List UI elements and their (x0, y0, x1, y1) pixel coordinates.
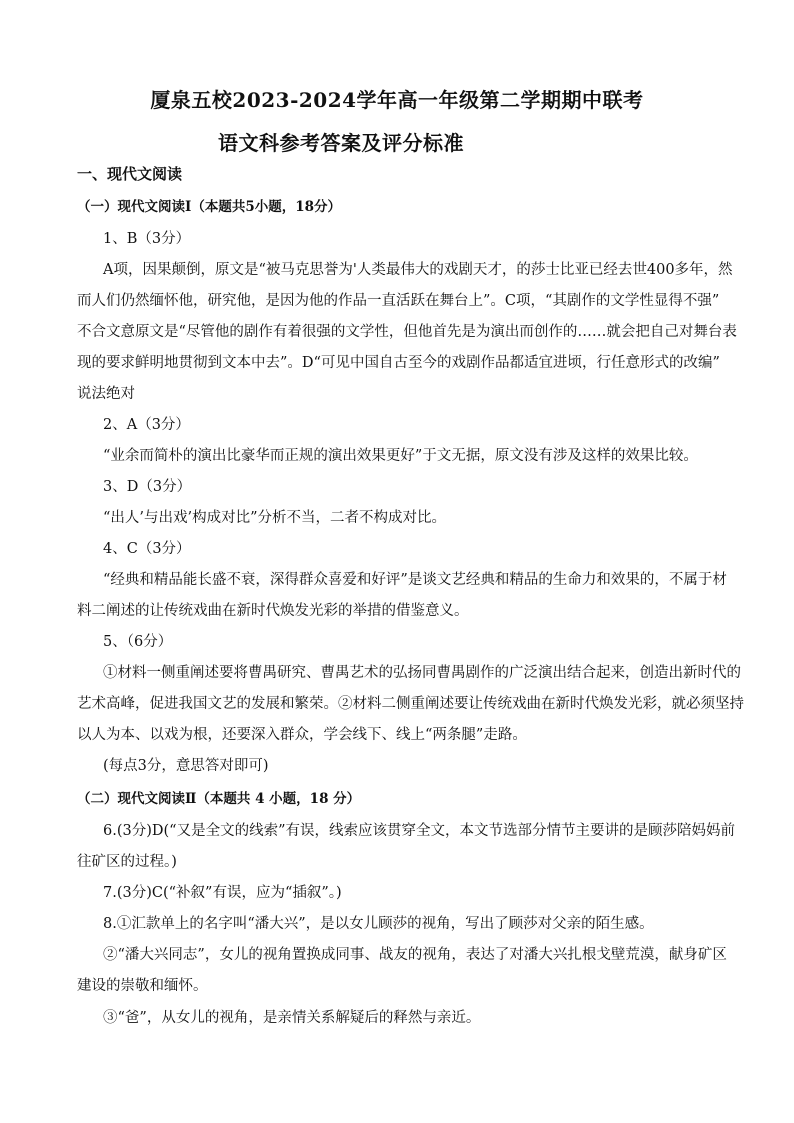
page-title: 厦泉五校2023-2024学年高一年级第二学期期中联考 (150, 88, 644, 112)
answer-q3: 3、D（3分） (103, 479, 192, 495)
page-subtitle: 语文科参考答案及评分标准 (218, 131, 464, 155)
subsection-heading-reading-1: （一）现代文阅读Ⅰ（本题共5小题，18分） (77, 199, 341, 215)
explanation-line: ①材料一侧重阐述要将曹禺研究、曹禺艺术的弘扬同曹禺剧作的广泛演出结合起来，创造出新时代的 (103, 665, 741, 681)
explanation-line: “经典和精品能长盛不衰，深得群众喜爱和好评”是谈文艺经典和精品的生命力和效果的，不属于材 (103, 572, 727, 588)
explanation-line: 建设的崇敬和缅怀。 (77, 978, 208, 994)
explanation-line: “业余而简朴的演出比豪华而正规的演出效果更好”于文无据，原文没有涉及这样的效果比较。 (103, 448, 698, 464)
explanation-line: 以人为本、以戏为根，还要深入群众，学会线下、线上“两条腿”走路。 (77, 727, 527, 743)
explanation-line: 往矿区的过程。) (77, 854, 177, 870)
explanation-line: ③“爸”，从女儿的视角，是亲情关系解疑后的释然与亲近。 (103, 1010, 481, 1026)
answer-q4: 4、C（3分） (103, 541, 191, 557)
subsection-heading-reading-2: （二）现代文阅读Ⅱ（本题共 4 小题，18 分） (77, 791, 361, 807)
answer-q1: 1、B（3分） (103, 231, 191, 247)
answer-q2: 2、A（3分） (103, 417, 190, 433)
explanation-line: 而人们仍然缅怀他，研究他，是因为他的作品一直活跃在舞台上”。C项，“其剧作的文学性显得不强” (77, 293, 720, 309)
explanation-line: ②“潘大兴同志”，女儿的视角置换成同事、战友的视角，表达了对潘大兴扎根戈壁荒漠，献身矿区 (103, 947, 727, 963)
explanation-line: 说法绝对 (77, 386, 135, 402)
section-heading-modern-reading: 一、现代文阅读 (77, 165, 183, 183)
explanation-line: A项，因果颠倒，原文是“被马克思誉为'人类最伟大的戏剧天才，的莎士比亚已经去世400多年，然 (103, 262, 733, 278)
explanation-line: 现的要求鲜明地贯彻到文本中去”。D“可见中国自古至今的戏剧作品都适宜进顷，行任意形式的改编” (77, 355, 720, 371)
explanation-line: 艺术高峰，促进我国文艺的发展和繁荣。②材料二侧重阐述要让传统戏曲在新时代焕发光彩，就必须坚持 (77, 696, 744, 712)
explanation-line: 料二阐述的让传统戏曲在新时代焕发光彩的举措的借鉴意义。 (77, 603, 469, 619)
answer-q6: 6.(3分)D(“又是全文的线索”有误，线索应该贯穿全文，本文节选部分情节主要讲的是顾莎陪妈妈前 (103, 823, 735, 839)
explanation-line: “出人’与出戏’构成对比”分析不当，二者不构成对比。 (103, 510, 447, 526)
scoring-note: (每点3分，意思答对即可) (103, 758, 269, 774)
answer-q5: 5、（6分） (103, 634, 173, 650)
answer-q7: 7.(3分)C(“补叙”有误，应为“插叙”。) (103, 885, 342, 901)
answer-q8: 8.①汇款单上的名字叫“潘大兴”，是以女儿顾莎的视角，写出了顾莎对父亲的陌生感。 (103, 916, 654, 932)
explanation-line: 不合文意原文是“尽管他的剧作有着很强的文学性，但他首先是为演出而创作的……就会把自己对舞台表 (77, 324, 737, 340)
